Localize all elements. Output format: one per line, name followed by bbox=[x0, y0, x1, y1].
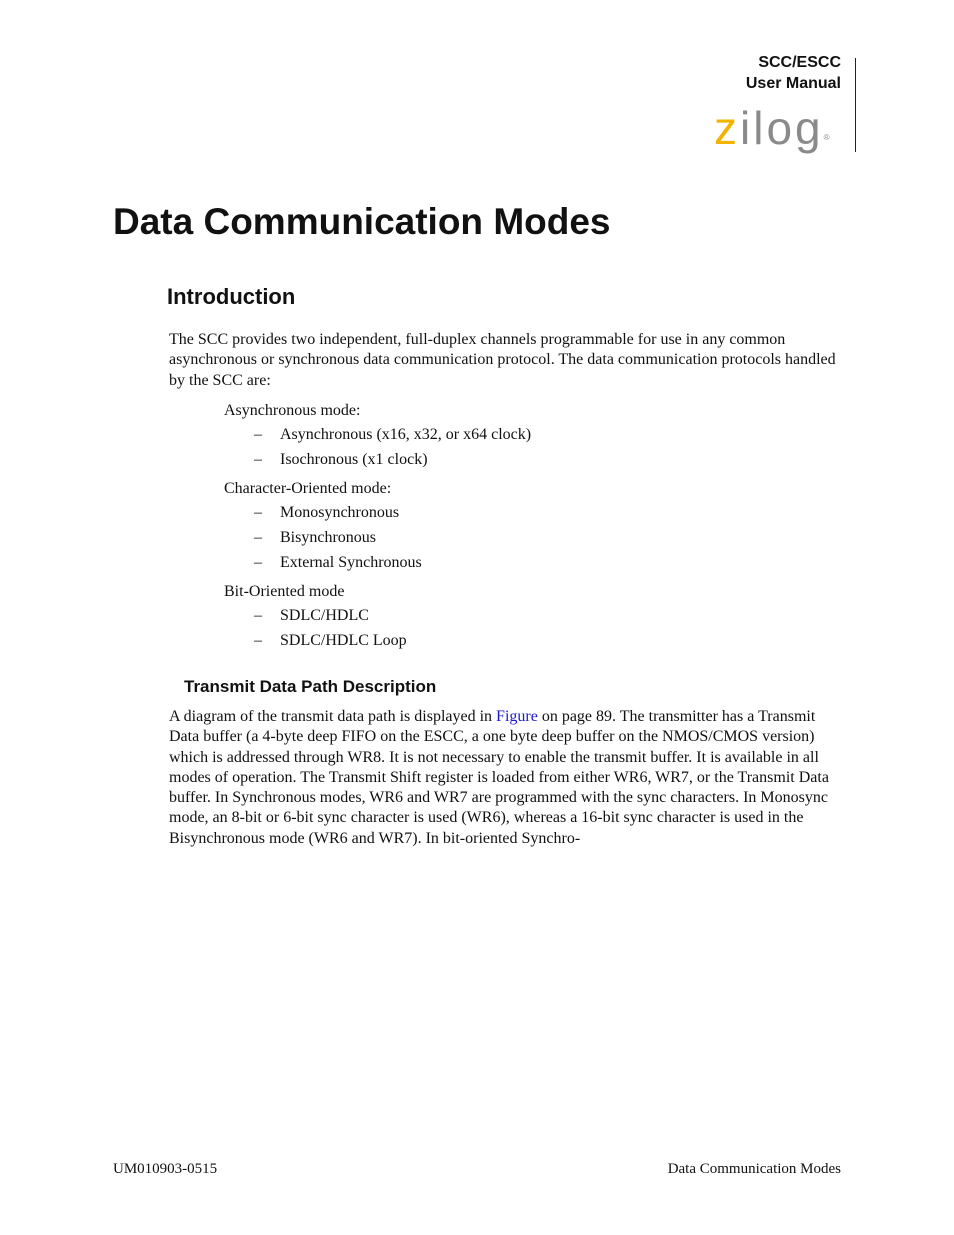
footer-section: Data Communication Modes bbox=[667, 1161, 841, 1177]
figure-link[interactable]: Figure bbox=[496, 708, 538, 725]
dash-bullet: – bbox=[254, 607, 262, 624]
list-item: – SDLC/HDLC bbox=[224, 603, 844, 628]
footer-doc-id: UM010903-0515 bbox=[113, 1161, 218, 1177]
dash-bullet: – bbox=[254, 529, 262, 546]
protocol-list bbox=[224, 399, 844, 658]
logo-z: z bbox=[714, 102, 740, 154]
list-item: – Asynchronous (x16, x32, or x64 clock) bbox=[224, 422, 844, 447]
dash-bullet: – bbox=[254, 451, 262, 468]
introduction-paragraph: The SCC provides two independent, full-duplex channels programmable for use in any common asynchronous or synchronous data communication protocol. The data communication protocols handled by the SCC are: bbox=[169, 331, 836, 389]
list-item: – Monosynchronous bbox=[224, 500, 844, 525]
page-title: Data Communication Modes bbox=[113, 201, 611, 242]
doc-header bbox=[746, 52, 841, 94]
registered-mark: ® bbox=[823, 133, 830, 142]
mode-group-character bbox=[224, 477, 844, 575]
dash-bullet: – bbox=[254, 426, 262, 443]
list-item: – External Synchronous bbox=[224, 550, 844, 575]
list-item: – SDLC/HDLC Loop bbox=[224, 628, 844, 653]
header-divider bbox=[855, 58, 856, 152]
dash-bullet: – bbox=[254, 632, 262, 649]
mode-group-bit bbox=[224, 580, 844, 653]
mode-group-async bbox=[224, 399, 844, 472]
transmit-heading: Transmit Data Path Description bbox=[184, 677, 437, 696]
list-item: – Isochronous (x1 clock) bbox=[224, 447, 844, 472]
mode-label: Character-Oriented mode: bbox=[224, 480, 392, 497]
header-doc-type: User Manual bbox=[745, 75, 841, 92]
dash-bullet: – bbox=[254, 504, 262, 521]
transmit-paragraph: A diagram of the transmit data path is displayed in Figure on page 89. The transmitter has a Transmit Data buffer (a 4-byte deep FIFO on the ESCC, a one byte deep buffer on the NMOS/CMOS version) which is addressed through WR8. It is not necessary to enable the transmit buffer. It is available in all modes of operation. The Transmit Shift register is loaded from either WR6, WR7, or the Transmit Data buffer. In Synchronous modes, WR6 and WR7 are programmed with the sync characters. In Monosync mode, an 8-bit or 6-bit sync character is used (WR6), whereas a 16-bit sync character is used in the Bisynchronous mode (WR6 and WR7). In bit-oriented Synchro- bbox=[169, 708, 829, 847]
list-item: – Bisynchronous bbox=[224, 525, 844, 550]
mode-label: Bit-Oriented mode bbox=[224, 583, 345, 600]
mode-label: Asynchronous mode: bbox=[224, 402, 361, 419]
logo-rest: ilog bbox=[740, 102, 824, 154]
dash-bullet: – bbox=[254, 554, 262, 571]
zilog-logo bbox=[714, 100, 846, 160]
introduction-heading: Introduction bbox=[167, 284, 296, 309]
header-product: SCC/ESCC bbox=[758, 54, 841, 71]
